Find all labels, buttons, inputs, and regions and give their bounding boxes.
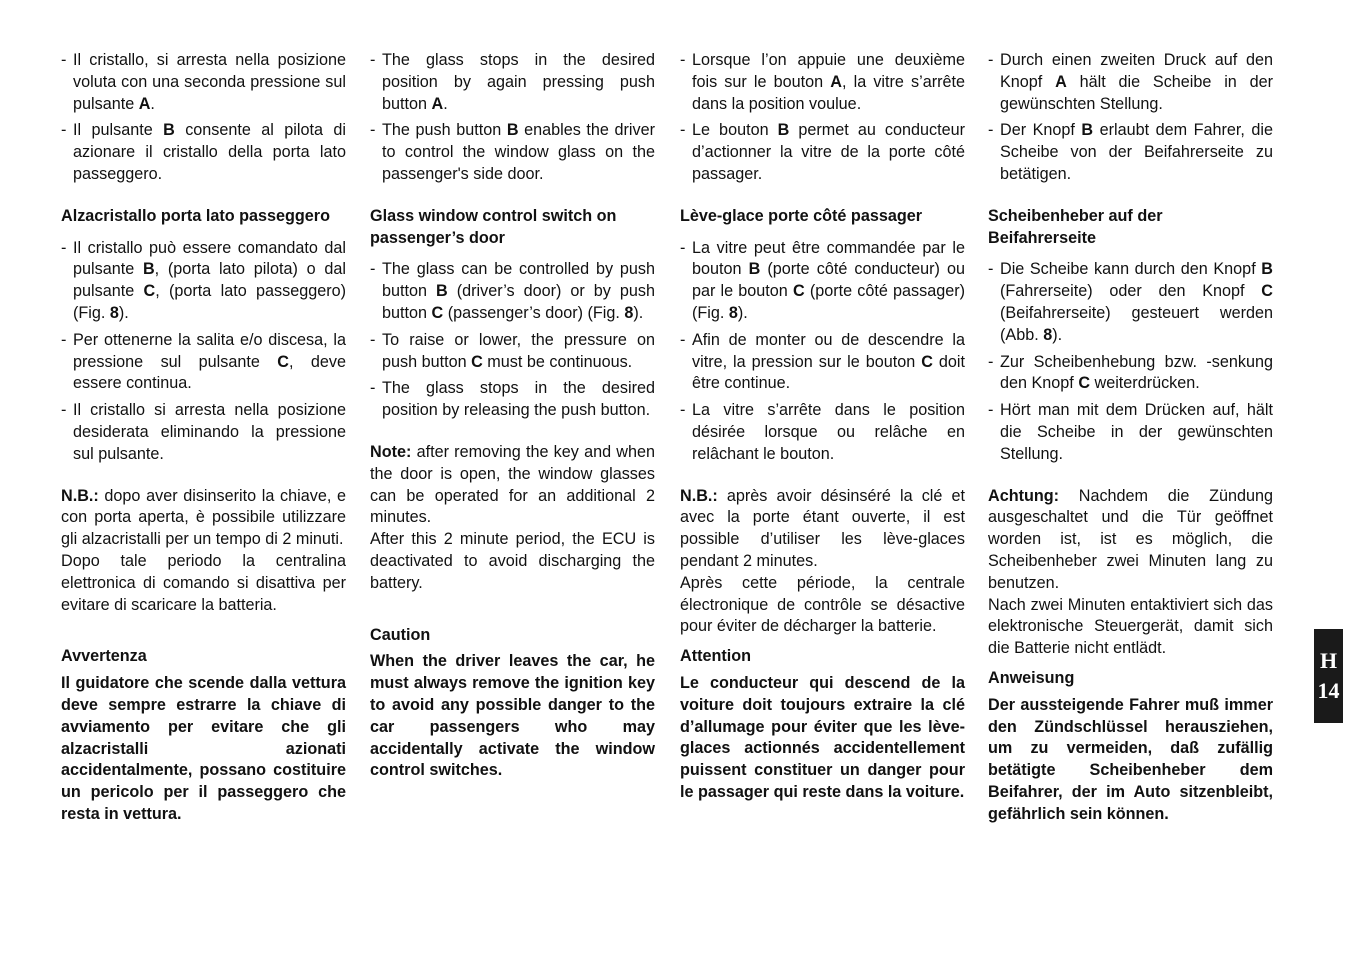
section-title: Scheibenheber auf der Beifahrerseite — [988, 206, 1163, 247]
bold-text: C — [1261, 282, 1273, 301]
note: N.B.: après avoir désinséré la clé et avec la porte étant ouverte, il est possible d’utiliser les lève-glaces pendant 2 minutes. — [680, 486, 965, 570]
bold-text: A — [830, 72, 842, 91]
list-item — [61, 330, 346, 395]
bold-text: C — [792, 282, 805, 301]
list-item — [61, 400, 346, 465]
text-segment: (porte côté passager) (Fig. — [692, 282, 965, 322]
text-segment: ). — [118, 303, 129, 322]
text-segment: The glass stops in the desired position by again pressing push button — [382, 51, 655, 113]
bold-text: C — [1078, 374, 1091, 393]
text-segment: Hört man mit dem Drücken auf, hält die Scheibe in der gewünschten Stellung. — [1000, 401, 1273, 463]
column-german — [988, 50, 1273, 826]
bold-text: B — [1081, 121, 1094, 140]
text-segment: , (porta lato pilota) o dal pulsante — [73, 260, 346, 301]
bold-text: A — [431, 94, 444, 113]
text-segment: Il pulsante — [73, 121, 164, 140]
text-segment: , deve essere continua. — [73, 352, 346, 393]
list-item — [370, 378, 655, 422]
list-item — [680, 330, 965, 395]
text-segment: ). — [1052, 325, 1063, 344]
note: Note: after removing the key and when the door is open, the window glasses can be operated for an additional 2 minutes. — [370, 442, 655, 527]
bold-text: 8 — [624, 303, 634, 322]
bold-text: C — [143, 282, 156, 301]
warning-text: When the driver leaves the car, he must always remove the ignition key to avoid any possible danger to the car passengers who may accidentally activate the window control switches. — [370, 652, 655, 780]
text-segment: The glass can be controlled by push button — [382, 260, 655, 301]
text-segment: doit être continue. — [692, 352, 965, 393]
text-segment: Lorsque l’on appuie une deuxième fois sur le bouton — [692, 51, 965, 91]
warning-heading: Caution — [370, 625, 431, 644]
list-item — [988, 259, 1273, 346]
bold-text: C — [921, 352, 933, 371]
column-italian — [61, 50, 346, 826]
page-number: 14 — [1317, 678, 1340, 703]
section-title: Glass window control switch on passenger’s door — [370, 206, 617, 247]
list-item — [680, 120, 965, 185]
warning-text: Il guidatore che scende dalla vettura deve sempre estrarre la chiave di avviamento per evitare che gli alzacristalli azionati accidentalmente, possano costituire un pericolo per il passeggero che resta in vettura. — [61, 674, 346, 823]
column-french — [680, 50, 965, 804]
text-segment: (Beifahrerseite) gesteuert werden (Abb. — [1000, 303, 1273, 344]
text-segment: permet au conducteur d’actionner la vitre de la porte côté passager. — [692, 121, 965, 183]
warning-heading: Anweisung — [988, 668, 1075, 687]
text-segment: . — [150, 94, 155, 113]
list-item — [680, 50, 965, 115]
text-segment: weiterdrücken. — [1090, 374, 1200, 393]
bold-text: C — [277, 352, 289, 371]
list-item — [370, 330, 655, 374]
bold-text: B — [777, 121, 790, 140]
text-segment: The glass stops in the desired position by releasing the push button. — [382, 379, 655, 420]
bold-text: B — [748, 260, 761, 279]
list-item — [61, 120, 346, 185]
text-segment: , la vitre s’arrête dans la position voulue. — [692, 72, 965, 113]
text-segment: . — [443, 94, 448, 113]
bold-text: C — [431, 303, 444, 322]
text-segment: Il cristallo può essere comandato dal pulsante — [73, 238, 346, 279]
text-segment: ). — [633, 303, 644, 322]
bold-text: B — [506, 121, 519, 140]
bold-text: B — [436, 282, 448, 301]
list-item — [370, 120, 655, 185]
section-title: Lève-glace porte côté passager — [680, 206, 923, 225]
text-segment: enables the driver to control the window glass on the passenger's side door. — [382, 121, 655, 183]
page-section-tab — [1314, 629, 1343, 723]
text-segment: Il cristallo si arresta nella posizione desiderata eliminando la pressione sul pulsante. — [73, 401, 346, 463]
bold-text: B — [163, 121, 175, 140]
note-continued: Dopo tale periodo la centralina elettronica di comando si disattiva per evitare di scaricare la batteria. — [61, 551, 346, 614]
note: N.B.: dopo aver disinserito la chiave, e con porta aperta, è possibile utilizzare gli alzacristalli per un tempo di 2 minuti. — [61, 486, 346, 549]
text-segment: Per ottenerne la salita e/o discesa, la pressione sul pulsante — [73, 330, 346, 371]
bold-text: B — [1261, 260, 1273, 279]
text-segment: ). — [737, 303, 748, 322]
warning-heading: Avvertenza — [61, 647, 147, 666]
list-item — [680, 238, 965, 325]
column-english — [370, 50, 655, 782]
list-item — [988, 400, 1273, 465]
list-item — [61, 238, 346, 325]
text-segment: hält die Scheibe in der gewünschten Stellung. — [1000, 72, 1273, 113]
text-segment: (porte côté conducteur) ou par le bouton — [692, 260, 965, 301]
warning-text: Der aussteigende Fahrer muß immer den Zündschlüssel herausziehen, um zu vermeiden, daß zufällig betätigte Scheibenheber dem Beifahrer, der im Auto sitzenbleibt, gefährlich sein können. — [988, 695, 1273, 823]
list-item — [370, 50, 655, 115]
list-item — [988, 50, 1273, 115]
section-title: Alzacristallo porta lato passeggero — [61, 206, 330, 225]
note-continued: Nach zwei Minuten entaktiviert sich das elektronische Steuergerät, damit sich die Batterie nicht entlädt. — [988, 595, 1273, 658]
note-continued: Après cette période, la centrale électronique de contrôle se désactive pour éviter de décharger la batterie. — [680, 573, 965, 636]
note: Achtung: Nachdem die Zündung ausgeschaltet und die Tür geöffnet worden ist, ist es möglich, die Scheibenheber zwei Minuten lang zu benutzen. — [988, 486, 1273, 592]
text-segment: La vitre peut être commandée par le bouton — [692, 238, 965, 279]
bold-text: B — [142, 260, 155, 279]
list-item — [988, 352, 1273, 396]
text-segment: Afin de monter ou de descendre la vitre, la pression sur le bouton — [692, 330, 965, 371]
text-segment: Der Knopf — [1000, 121, 1082, 140]
bold-text: 8 — [728, 303, 738, 322]
text-segment: consente al pilota di azionare il cristallo della porta lato passeggero. — [73, 121, 346, 183]
text-segment: , (porta lato passeggero) (Fig. — [73, 282, 346, 322]
bold-text: 8 — [109, 303, 119, 322]
text-segment: Zur Scheibenhebung bzw. -senkung den Knopf — [1000, 352, 1273, 393]
list-item — [61, 50, 346, 115]
warning-heading: Attention — [680, 647, 752, 666]
text-segment: Die Scheibe kann durch den Knopf — [1000, 260, 1262, 279]
bold-text: A — [1055, 72, 1067, 91]
list-item — [988, 120, 1273, 185]
text-segment: (Fahrerseite) oder den Knopf — [1000, 282, 1262, 301]
text-segment: (driver’s door) or by push button — [382, 282, 655, 322]
text-segment: The push button — [382, 121, 507, 140]
text-segment: Durch einen zweiten Druck auf den Knopf — [1000, 51, 1273, 91]
text-segment: erlaubt dem Fahrer, die Scheibe von der Beifahrerseite zu betätigen. — [1000, 121, 1273, 183]
bold-text: A — [138, 94, 151, 113]
bold-text: 8 — [1043, 325, 1053, 344]
text-segment: To raise or lower, the pressure on push button — [382, 330, 655, 371]
list-item — [370, 259, 655, 324]
list-item — [680, 400, 965, 465]
text-segment: (passenger’s door) (Fig. — [443, 303, 625, 322]
warning-text: Le conducteur qui descend de la voiture doit toujours extraire la clé d’allumage pour éviter que les lève-glaces actionnés accidentellement puissent constituer un danger pour le passager qui reste dans la voiture. — [680, 673, 965, 801]
text-segment: Le bouton — [692, 121, 778, 140]
bold-text: C — [471, 352, 483, 371]
note-continued: After this 2 minute period, the ECU is deactivated to avoid discharging the battery. — [370, 530, 655, 592]
text-segment: must be continuous. — [482, 352, 633, 371]
text-segment: Il cristallo, si arresta nella posizione voluta con una seconda pressione sul pulsante — [73, 51, 346, 113]
section-letter: H — [1319, 648, 1338, 673]
text-segment: La vitre s’arrête dans le position désirée lorsque ou relâche en relâchant le bouton. — [692, 401, 965, 463]
